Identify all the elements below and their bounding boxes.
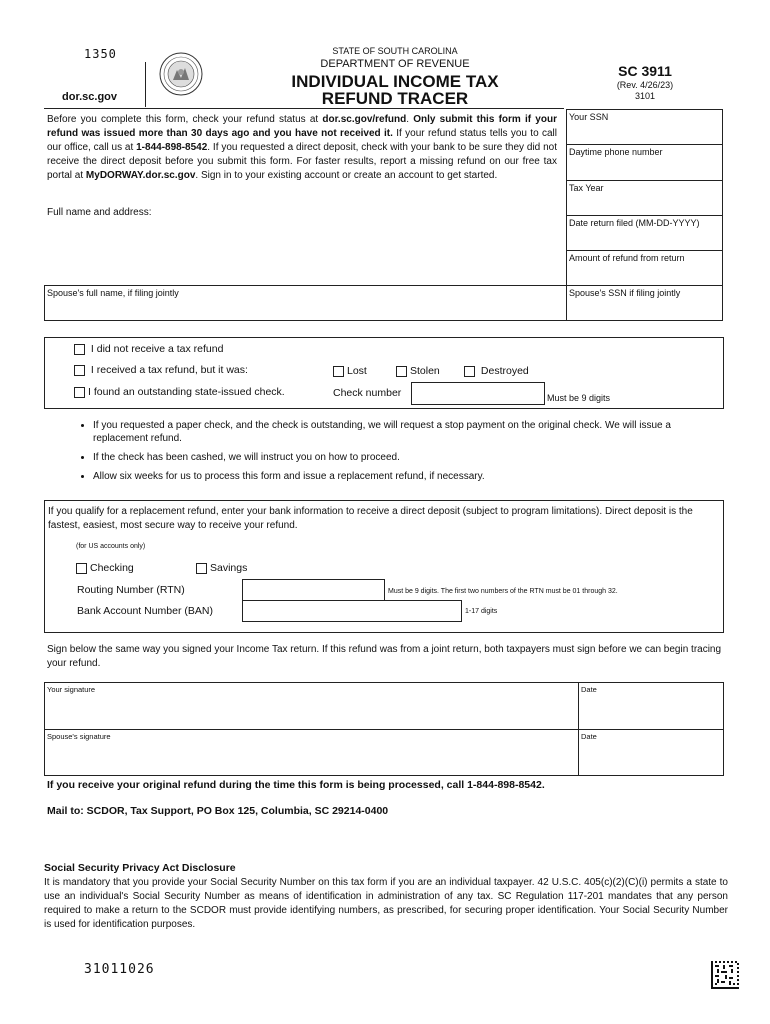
- refund-amount-field[interactable]: [566, 250, 723, 286]
- date1-label: Date: [581, 685, 597, 694]
- state-seal-icon: [159, 52, 203, 96]
- header-divider: [145, 62, 146, 107]
- check-number-hint: Must be 9 digits: [547, 393, 611, 403]
- checking-checkbox[interactable]: [76, 563, 87, 574]
- stolen-option[interactable]: Stolen: [396, 365, 440, 377]
- outstanding-check-option[interactable]: I found an outstanding state-issued check.: [74, 386, 285, 398]
- bullet-item: • If you requested a paper check, and the check is outstanding, we will request a stop payment on the original check. We will issue a replacement refund.: [93, 419, 719, 445]
- account-note: 1-17 digits: [465, 608, 498, 615]
- form-code: 1350: [84, 47, 117, 61]
- department-name: DEPARTMENT OF REVENUE: [320, 58, 470, 70]
- routing-label: Routing Number (RTN): [77, 584, 185, 596]
- privacy-text: It is mandatory that you provide your Social Security Number on this tax form if you are an individual taxpayer. 42 U.S.C. 405(c)(2)(C)(i) permits a state to use an individual's Social Security Number as means of identification in administration of any tax. SC Regulation 117-201 mandates that any person required to make a return to the SCDOR must provide identifying numbers, as prescribed, for securing proper identification. Your Social Security Number is used for identification purposes.: [44, 877, 728, 930]
- routing-number-input[interactable]: [242, 579, 385, 601]
- barcode-number: 31011026: [84, 962, 155, 977]
- destroyed-option[interactable]: Destroyed: [464, 365, 529, 377]
- spouse-name-field[interactable]: [44, 285, 567, 321]
- not-received-checkbox[interactable]: [74, 344, 85, 355]
- account-number-input[interactable]: [242, 600, 462, 622]
- intro-paragraph: Before you complete this form, check your refund status at dor.sc.gov/refund. Only submit this form if your refund was issued more than 30 days ago and you have not received it. If your refund status tells you to call our office, call us at 1-844-898-8542. If you requested a direct deposit, check with your bank to be sure they did not receive the direct deposit before you submit this form. For faster results, report a missing refund on our free tax portal at MyDORWAY.dor.sc.gov. Sign in to your existing account or create an account to get started.: [47, 114, 557, 181]
- lost-option[interactable]: Lost: [333, 365, 367, 377]
- form-code-3101: 3101: [634, 91, 656, 101]
- refund-amount-label: Amount of refund from return: [569, 253, 685, 263]
- stolen-checkbox[interactable]: [396, 366, 407, 377]
- ssn-field[interactable]: [566, 109, 723, 145]
- website-label: dor.sc.gov: [62, 91, 118, 103]
- refund-status-link[interactable]: dor.sc.gov/refund: [322, 114, 407, 125]
- spouse-signature-label: Spouse's signature: [47, 732, 111, 741]
- header-rule: [44, 108, 564, 109]
- tax-year-field[interactable]: [566, 180, 723, 216]
- phone-number: 1-844-898-8542: [136, 142, 208, 153]
- bank-intro: If you qualify for a replacement refund, enter your bank information to receive a direct deposit (subject to program limitations). Direct deposit is the fastest, easiest, most secure way to receive your refund.: [48, 506, 693, 531]
- not-received-option[interactable]: I did not receive a tax refund: [74, 343, 223, 355]
- spouse-name-label: Spouse's full name, if filing jointly: [47, 288, 179, 298]
- outstanding-check-checkbox[interactable]: [74, 387, 85, 398]
- bullet-item: • Allow six weeks for us to process this form and issue a replacement refund, if necessary.: [93, 470, 719, 483]
- routing-note: Must be 9 digits. The first two numbers of the RTN must be 01 through 32.: [388, 588, 618, 595]
- 2d-barcode-icon: [711, 961, 739, 989]
- spouse-signature-field[interactable]: [45, 730, 577, 775]
- spouse-ssn-field[interactable]: [566, 285, 723, 321]
- date-filed-label: Date return filed (MM-DD-YYYY): [569, 218, 700, 228]
- phone-field[interactable]: [566, 144, 723, 181]
- full-name-label: Full name and address:: [47, 207, 152, 218]
- check-number-label: Check number: [333, 387, 402, 399]
- form-title-line2: REFUND TRACER: [321, 89, 469, 108]
- your-signature-field[interactable]: [45, 683, 577, 728]
- date-filed-field[interactable]: [566, 215, 723, 251]
- destroyed-checkbox[interactable]: [464, 366, 475, 377]
- us-only-note: (for US accounts only): [76, 543, 146, 550]
- state-name: STATE OF SOUTH CAROLINA: [332, 46, 458, 56]
- check-number-input[interactable]: [411, 382, 545, 405]
- mailing-address: Mail to: SCDOR, Tax Support, PO Box 125, Columbia, SC 29214-0400: [47, 805, 389, 817]
- date2-label: Date: [581, 732, 597, 741]
- form-title-line1: INDIVIDUAL INCOME TAX: [291, 72, 499, 91]
- phone-label: Daytime phone number: [569, 147, 663, 157]
- lost-checkbox[interactable]: [333, 366, 344, 377]
- savings-option[interactable]: Savings: [196, 562, 247, 574]
- full-name-address-field[interactable]: [47, 220, 566, 285]
- form-revision: (Rev. 4/26/23): [616, 80, 674, 90]
- form-number: SC 3911: [618, 63, 672, 79]
- ssn-label: Your SSN: [569, 112, 609, 122]
- received-but-checkbox[interactable]: [74, 365, 85, 376]
- account-label: Bank Account Number (BAN): [77, 605, 213, 617]
- checking-option[interactable]: Checking: [76, 562, 134, 574]
- received-but-option[interactable]: I received a tax refund, but it was:: [74, 364, 248, 376]
- tax-year-label: Tax Year: [569, 183, 604, 193]
- mydorway-link[interactable]: MyDORWAY.dor.sc.gov: [85, 170, 196, 181]
- your-signature-label: Your signature: [47, 685, 96, 694]
- original-refund-notice: If you receive your original refund during the time this form is being processed, call 1-844-898-8542.: [47, 779, 545, 791]
- date2-field[interactable]: [579, 730, 723, 775]
- spouse-ssn-label: Spouse's SSN if filing jointly: [569, 288, 681, 298]
- info-bullets: [79, 419, 719, 489]
- privacy-title: Social Security Privacy Act Disclosure: [44, 862, 236, 874]
- signature-instructions: Sign below the same way you signed your Income Tax return. If this refund was from a joint return, both taxpayers must sign before we can begin tracing your refund.: [47, 644, 722, 669]
- bullet-item: • If the check has been cashed, we will instruct you on how to proceed.: [93, 451, 719, 464]
- savings-checkbox[interactable]: [196, 563, 207, 574]
- date1-field[interactable]: [579, 683, 723, 728]
